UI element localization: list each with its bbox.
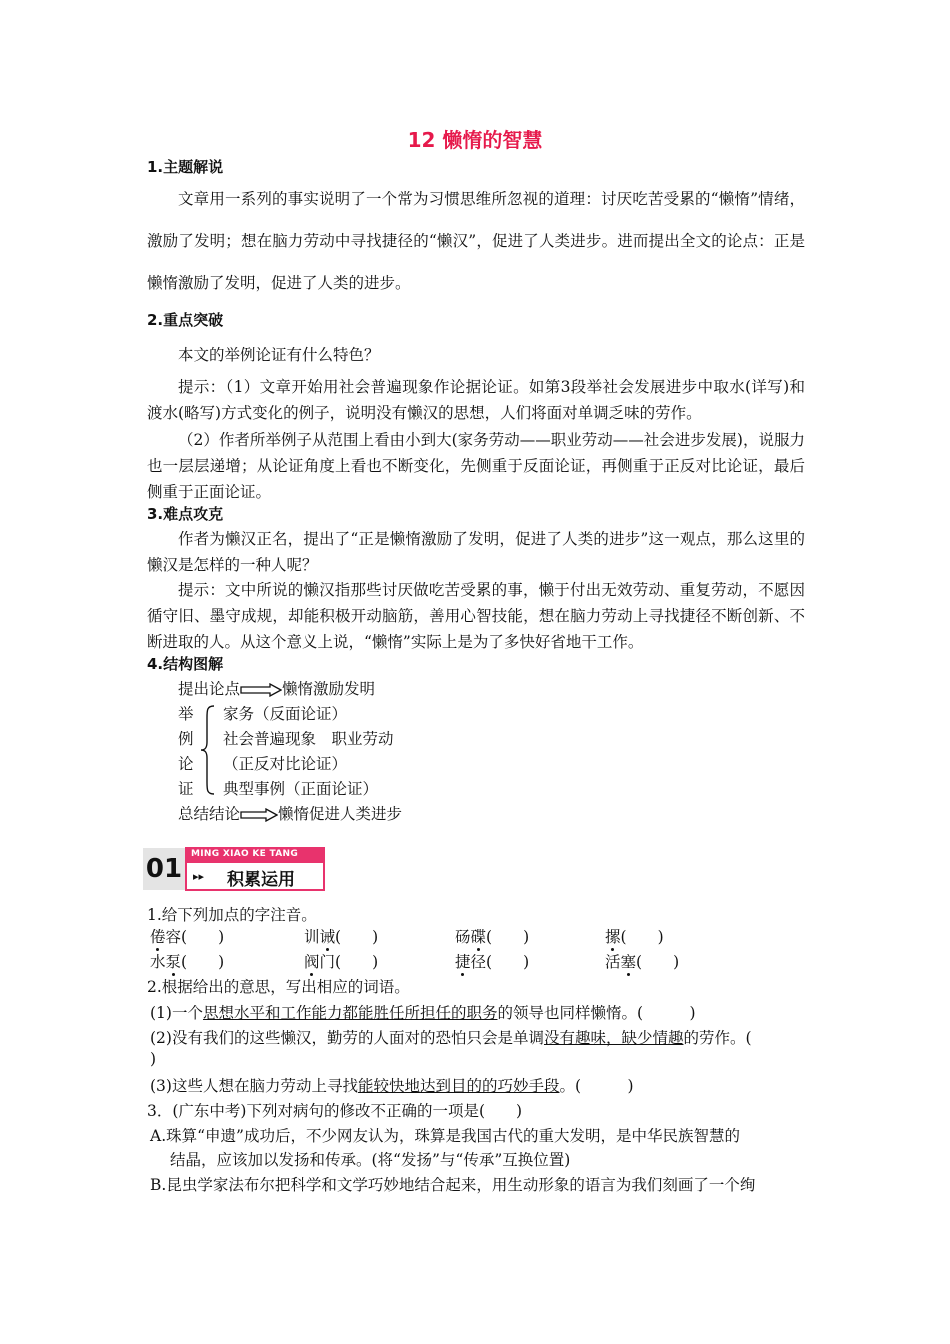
section-1-heading: 1.主题解说 bbox=[147, 158, 224, 176]
structure-claim-label: 提出论点 bbox=[178, 680, 241, 698]
structure-vertical-zheng: 证 bbox=[178, 780, 194, 798]
pinyin-item: 捷径( ) bbox=[455, 953, 530, 971]
structure-claim-result: 懒惰激励发明 bbox=[282, 680, 376, 698]
section-1-text: 文章用一系列的事实说明了一个常为习惯思维所忽视的道理：讨厌吃苦受累的“懒惰”情绪，激励了发明；想在脑力劳动中寻找捷径的“懒汉”，促进了人类进步。进而提出全文的论点：正是懒惰激励了发明，促进了人类的进步。 bbox=[147, 190, 805, 292]
banner-number: 01 bbox=[143, 848, 185, 890]
pinyin-item: 训诫( ) bbox=[304, 928, 379, 946]
structure-vertical-lun: 论 bbox=[178, 755, 194, 773]
pinyin-item: 砀碟( ) bbox=[455, 928, 530, 946]
section-banner bbox=[143, 847, 325, 891]
structure-item-3: （正反对比论证） bbox=[223, 755, 348, 773]
double-triangle-icon: ▸▸ bbox=[193, 870, 205, 883]
question-2-item-1: (1)一个思想水平和工作能力都能胜任所担任的职务的领导也同样懒惰。( ) bbox=[150, 1004, 696, 1022]
option-a-line-2: 结晶，应该加以发扬和传承。(将“发扬”与“传承”互换位置) bbox=[170, 1151, 571, 1169]
question-2-item-2-end: ) bbox=[150, 1050, 157, 1068]
option-b-line-1: B.昆虫学家法布尔把科学和文学巧妙地结合起来，用生动形象的语言为我们刻画了一个绚 bbox=[150, 1176, 756, 1194]
structure-conclusion-result: 懒惰促进人类进步 bbox=[278, 805, 403, 823]
structure-vertical-ju: 举 bbox=[178, 705, 194, 723]
question-2-item-2: (2)没有我们的这些懒汉，勤劳的人面对的恐怕只会是单调没有趣味，缺少情趣的劳作。( bbox=[150, 1029, 752, 1047]
left-brace-icon bbox=[200, 704, 216, 796]
structure-row-conclusion bbox=[178, 802, 402, 824]
section-2-hint-2: （2）作者所举例子从范围上看由小到大(家务劳动——职业劳动——社会进步发展)，说服力也一层层递增；从论证角度上看也不断变化，先侧重于反面论证，再侧重于正反对比论证，最后侧重于正面论证。 bbox=[147, 431, 805, 501]
question-2-item-3: (3)这些人想在脑力劳动上寻找能较快地达到目的的巧妙手段。( ) bbox=[150, 1077, 634, 1095]
question-2-text: 2.根据给出的意思，写出相应的词语。 bbox=[147, 978, 410, 996]
pinyin-item: 倦容( ) bbox=[150, 928, 225, 946]
structure-item-2: 社会普遍现象 职业劳动 bbox=[223, 730, 394, 748]
section-2-question: 本文的举例论证有什么特色？ bbox=[178, 346, 380, 364]
structure-row-claim bbox=[178, 677, 375, 699]
pinyin-item: 水泵( ) bbox=[150, 953, 225, 971]
structure-vertical-li: 例 bbox=[178, 730, 194, 748]
question-3-text: 3．(广东中考)下列对病句的修改不正确的一项是( ) bbox=[147, 1102, 523, 1120]
section-2-heading: 2.重点突破 bbox=[147, 311, 224, 329]
double-arrow-icon bbox=[240, 683, 282, 697]
page-title: 12 懒惰的智慧 bbox=[407, 128, 543, 152]
structure-item-4: 典型事例（正面论证） bbox=[223, 780, 379, 798]
section-3-heading: 3.难点攻克 bbox=[147, 505, 224, 523]
pinyin-item: 活塞( ) bbox=[605, 953, 680, 971]
option-a-line-1: A.珠算“申遗”成功后，不少网友认为，珠算是我国古代的重大发明，是中华民族智慧的 bbox=[150, 1127, 740, 1145]
section-2-hint-1: 提示：（1）文章开始用社会普遍现象作论据论证。如第3段举社会发展进步中取水(详写)和渡水(略写)方式变化的例子，说明没有懒汉的思想，人们将面对单调乏味的劳作。 bbox=[147, 378, 805, 422]
section-4-heading: 4.结构图解 bbox=[147, 655, 224, 673]
double-arrow-icon bbox=[240, 808, 278, 822]
banner-subtitle: MING XIAO KE TANG bbox=[185, 847, 325, 861]
section-3-question: 作者为懒汉正名，提出了“正是懒惰激励了发明，促进了人类的进步”这一观点，那么这里的懒汉是怎样的一种人呢？ bbox=[147, 530, 805, 574]
pinyin-item: 摞( ) bbox=[605, 928, 664, 946]
banner-label: 积累运用 bbox=[227, 870, 295, 890]
structure-item-1: 家务（反面论证） bbox=[223, 705, 348, 723]
structure-conclusion-label: 总结结论 bbox=[178, 805, 241, 823]
pinyin-item: 阀门( ) bbox=[304, 953, 379, 971]
section-3-hint: 提示：文中所说的懒汉指那些讨厌做吃苦受累的事，懒于付出无效劳动、重复劳动，不愿因循守旧、墨守成规，却能积极开动脑筋，善用心智技能，想在脑力劳动上寻找捷径不断创新、不断进取的人。从这个意义上说，“懒惰”实际上是为了多快好省地干工作。 bbox=[147, 581, 805, 651]
question-1-text: 1.给下列加点的字注音。 bbox=[147, 906, 317, 924]
banner-label-box bbox=[185, 861, 325, 891]
